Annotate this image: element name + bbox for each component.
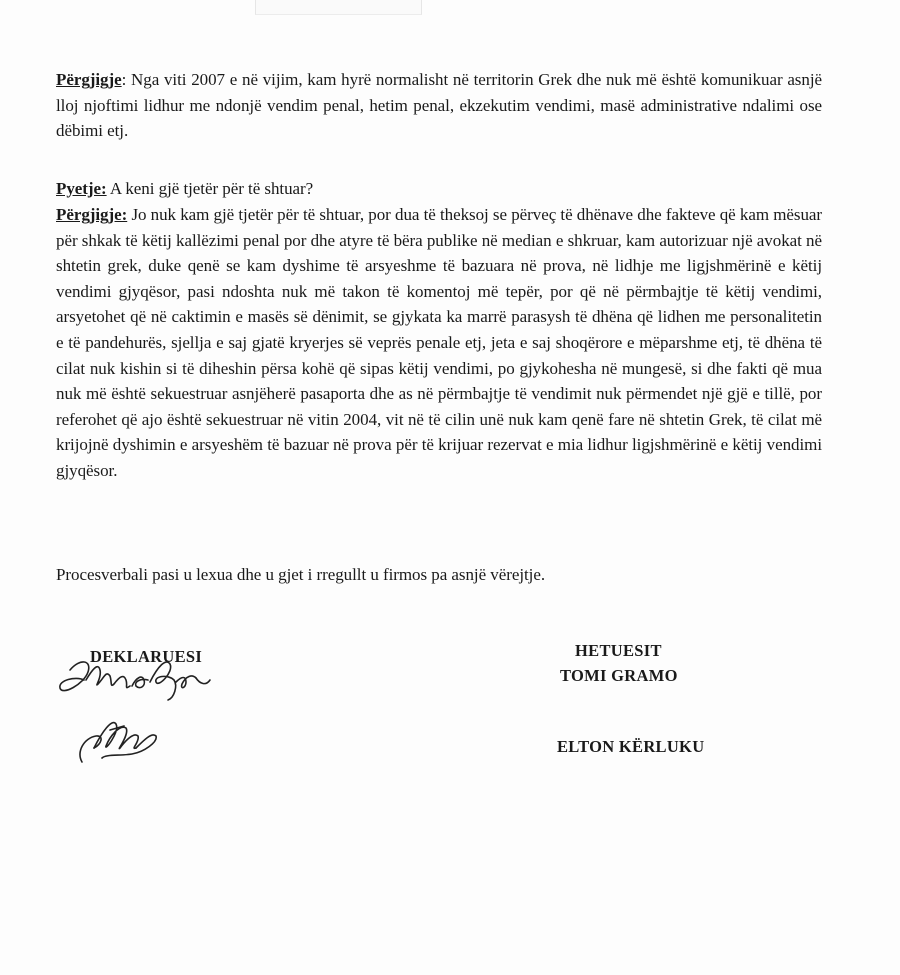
answer-text: : Nga viti 2007 e në vijim, kam hyrë normalisht në territorin Grek dhe nuk më është komunikuar asnjë lloj njoftimi lidhur me ndonjë vendim penal, hetim penal, ekzekutim vendimi, masë administrative ndalimi ose dëbimi etj.: [56, 70, 822, 141]
investigators-title: HETUESIT: [575, 641, 662, 660]
scan-top-edge: [255, 0, 422, 15]
declarant-title: DEKLARUESI: [90, 647, 203, 666]
investigator-name-1: TOMI GRAMO: [560, 666, 678, 685]
answer-text: Jo nuk kam gjë tjetër për të shtuar, por dua të theksoj se përveç të dhënave dhe fakteve që kam mësuar për shkak të këtij kallëzimi penal por dhe atyre të bëra publike në median e shkruar, kam autorizuar një avokat në shtetin grek, duke qenë se kam dyshime të arsyeshme të bazuara në prova, në lidhje me ligjshmërinë e këtij vendimi gjyqësor, pasi ndoshta nuk më takon të komentoj më tepër, por që në përmbajtje të këtij vendimi, arsyetohet që në caktimin e masës së dënimit, se gjykata ka marrë parasysh të dhëna që lidhen me personalitetin e të pandehurës, sjellja e saj gjatë kryerjes së veprës penale etj, jeta e saj shoqërore e mëparshme etj, të dhëna të cilat nuk kishin si të diheshin përsa kohë që sipas këtij vendimi, po gjykohesha në mungesë, si dhe fakti që mua nuk më është sekuestruar asnjëherë pasaporta dhe as në përmbajtje të vendimit nuk përmendet një gjë e tillë, por referohet që ajo është sekuestruar në vitin 2004, vit në të cilin unë nuk kam qenë fare në shtetin Grek, të cilat më krijojnë dyshimin e arsyeshëm të bazuar në prova për të krijuar rezervat e mia lidhur ligjshmërinë e këtij vendimi gjyqësor.: [56, 205, 822, 480]
answer-paragraph-2: [56, 202, 822, 484]
answer-label: Përgjigje: [56, 70, 122, 89]
investigator-name-2: ELTON KËRLUKU: [557, 737, 705, 756]
question-text: A keni gjë tjetër për të shtuar?: [106, 179, 314, 198]
question-label: Pyetje:: [56, 179, 107, 198]
closing-statement: Procesverbali pasi u lexua dhe u gjet i rregullt u firmos pa asnjë vërejtje.: [56, 565, 546, 584]
answer-paragraph-1: [56, 67, 822, 144]
handwritten-signature: [40, 640, 250, 780]
answer-label: Përgjigje:: [56, 205, 128, 224]
question-paragraph: [56, 176, 822, 202]
